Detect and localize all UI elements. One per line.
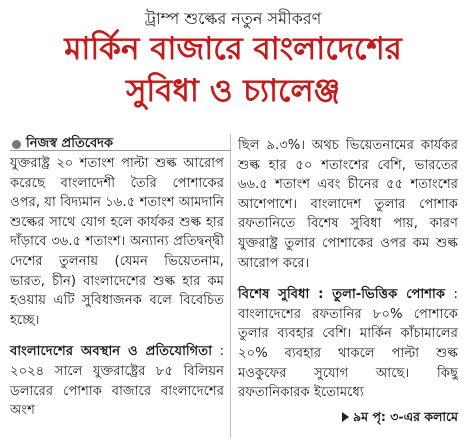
paragraph-cotton [238,285,458,403]
byline-rule [10,150,230,151]
article-headline [0,28,466,112]
article-column-left [10,154,224,440]
arrow-right-icon [342,412,349,422]
headline-line-2: সুবিধা ও চ্যালেঞ্জ [125,73,341,109]
bullet-icon [12,140,21,149]
paragraph-gap [10,330,224,342]
paragraph-tariff-compare: ছিল ৯.৩%। অথচ ভিয়েতনামের কার্যকর শুল্ক হার ৫০ শতাংশের বেশি, ভারতের ৬৬.৫ শতাংশ এবং চীনের ৫৫ শতাংশের আশেপাশে। বাংলাদেশ তুলার পোশাক রফতানিতে বিশেষ সুবিধা পায়, কারণ যুক্তরাষ্ট্র তুলার পোশাকের ওপর কম শুল্ক আরোপ করে। [238,138,458,271]
continued-text: ৯ম পৃ: ৩-এর কলামে [353,408,458,424]
paragraph-position-text: : ২০২৪ সালে যুক্তরাষ্ট্রের ৮৫ বিলিয়ন ডলারের পোশাক বাজারে বাংলাদেশের অংশ [10,344,225,419]
article-kicker: ট্রাম্প শুল্কের নতুন সমীকরণ [144,9,322,28]
paragraph-intro: যুক্তরাষ্ট্র ২০ শতাংশ পাল্টা শুল্ক আরোপ করেছে বাংলাদেশী তৈরি পোশাকের ওপর, যা বিদ্যমান ১৬.৫ শতাংশ আমদানি শুল্কের সাথে যোগ হলে কার্যকর শুল্ক হার দাঁড়াবে ৩৬.৫ শতাংশ। অন্যান্য প্রতিদ্বন্দ্বী দেশের তুলনায় (যেমন ভিয়েতনাম, ভারত, চীন) বাংলাদেশের শুল্ক হার কম হওয়ায় এটি সুবিধাজনক বলে বিবেচিত হচ্ছে। [10,156,224,328]
byline [12,134,113,155]
byline-text: নিজস্ব প্রতিবেদক [26,136,114,151]
subhead-position: বাংলাদেশের অবস্থান ও প্রতিযোগিতা [10,344,213,360]
paragraph-cotton-text: : বাংলাদেশের রফতানির ৮০% পোশাকে তুলার ব্যবহার বেশি। মার্কিন কাঁচামালের ২০% ব্যবহার থাকলে পাল্টা শুল্ক মওকুফের সুযোগ আছে। কিছু রফতানিকারক ইতোমধ্যে [238,287,458,401]
headline-line-1: মার্কিন বাজারে বাংলাদেশের [64,31,402,67]
subhead-cotton: বিশেষ সুবিধা : তুলা-ভিত্তিক পোশাক [238,287,446,303]
column-divider [230,134,231,438]
paragraph-position [10,342,224,420]
continued-link[interactable] [238,407,458,427]
paragraph-gap [238,273,458,285]
article-column-right [238,136,458,440]
